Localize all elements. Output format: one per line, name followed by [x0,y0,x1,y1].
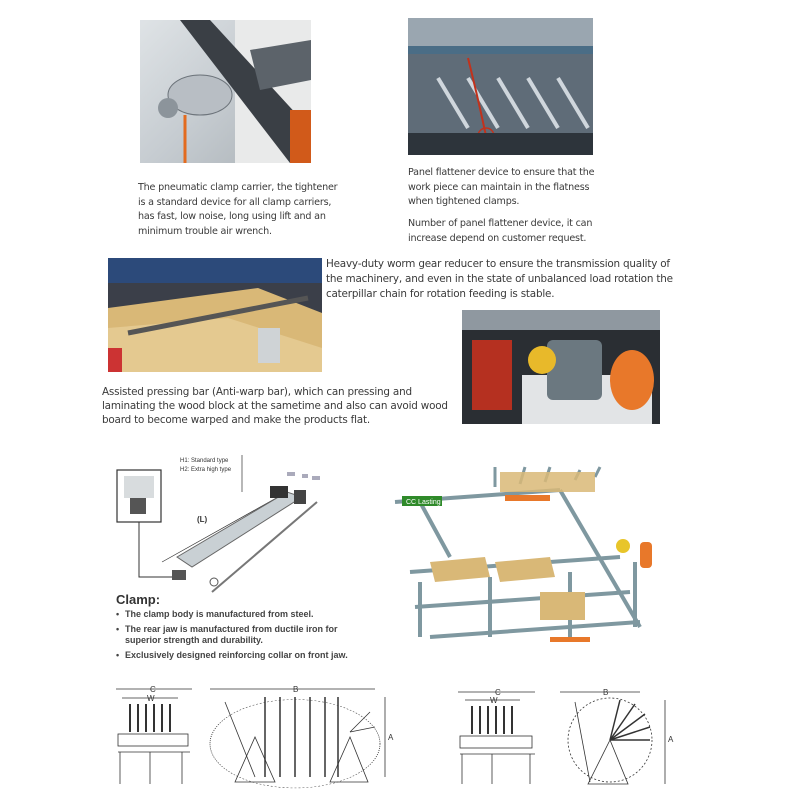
dimension-w-label-2: W [490,696,498,705]
worm-gear-illustration [462,310,660,424]
panel-flattener-photo [408,18,593,155]
dimension-w-label: W [147,694,155,703]
panel-flattener-caption: Panel flattener device to ensure that the work piece can maintain in the flatness when tightened clamps. [408,167,595,207]
length-label: (L) [197,515,208,524]
dimension-drawings [110,672,690,794]
panel-flattener-illustration [408,18,593,155]
pressing-bar-caption: Assisted pressing bar (Anti-warp bar), which can pressing and laminating the wood block at the sametime and also can avoid wood board to become warped and make the products flat. [102,386,448,426]
pressing-bar-photo [108,258,322,372]
dimension-a-label-2: A [668,735,674,744]
dimension-c-label-2: C [495,688,501,697]
list-item: • The rear jaw is manufactured from ductile iron for superior strength and durability. [116,624,376,646]
worm-gear-caption: Heavy-duty worm gear reducer to ensure the transmission quality of the machinery, and even in the state of unbalanced load rotation the caterpillar chain for rotation feeding is stable. [326,258,673,300]
h1-label: H1: Standard type [180,458,229,464]
dimension-c-label: C [150,685,156,694]
dimension-a-label: A [388,733,394,742]
list-item: • The clamp body is manufactured from steel. [116,609,376,620]
clamp-diagram [112,452,352,594]
clamp-spec [116,592,376,665]
clamp-carrier-machine-photo [390,462,660,652]
h2-label: H2: Extra high type [180,467,232,473]
panel-flattener-count-caption: Number of panel flattener device, it can increase depend on customer request. [408,218,593,244]
clamp-title: Clamp: [116,592,161,607]
dimension-b-label-2: B [603,688,609,697]
dimension-b-label: B [293,685,299,694]
clamp-carrier-illustration [140,20,311,163]
list-item: • Exclusively designed reinforcing collar on front jaw. [116,650,376,661]
clamp-bullets [116,609,376,661]
pressing-bar-illustration [108,258,322,372]
clamp-carrier-caption: The pneumatic clamp carrier, the tightener is a standard device for all clamp carriers, has fast, low noise, long using lift and an minimum trouble air wrench. [138,182,338,237]
worm-gear-photo [462,310,660,424]
clamp-carrier-photo [140,20,311,163]
machine-logo: CC Lasting [406,499,441,506]
